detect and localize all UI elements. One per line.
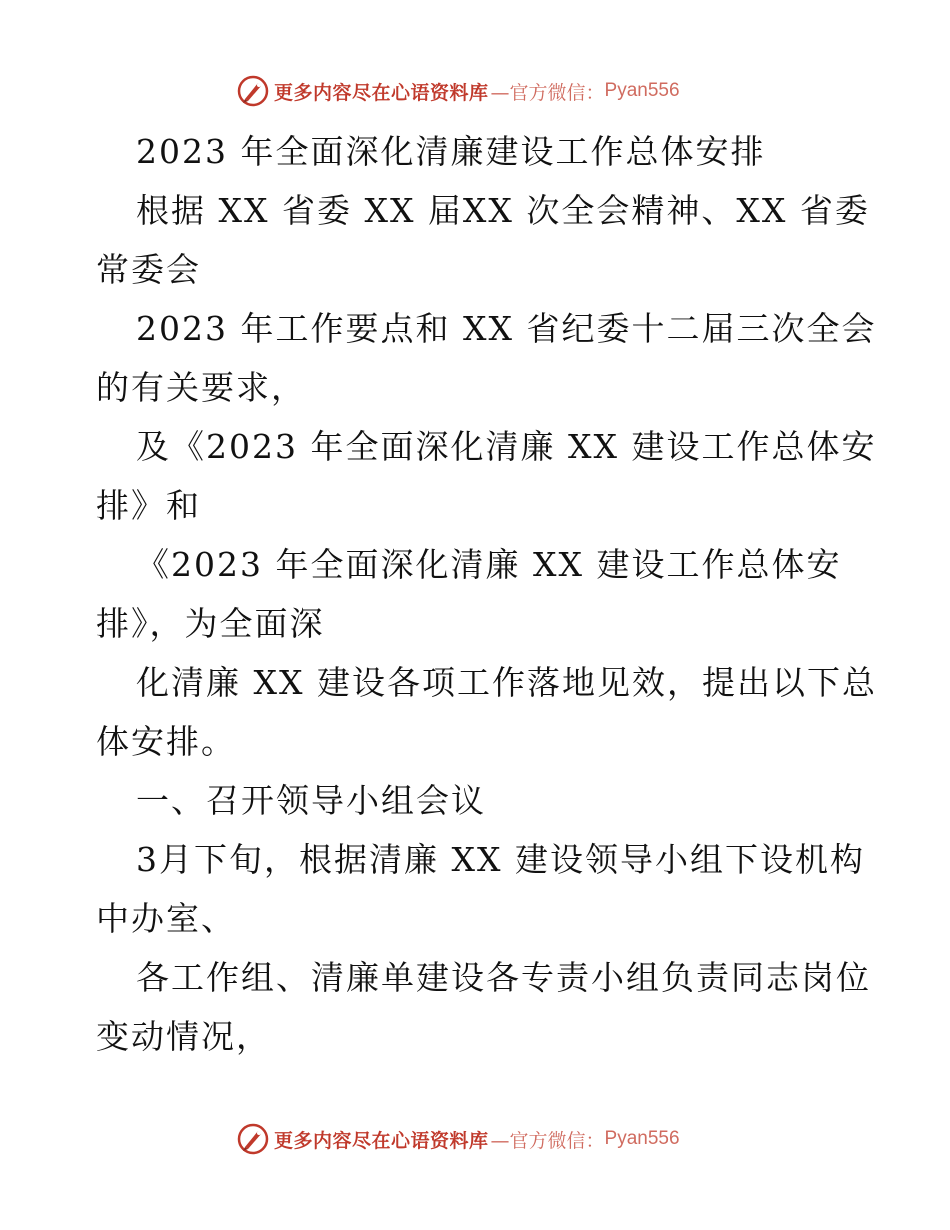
paragraph-line: 化清廉 XX 建设各项工作落地见效，提出以下总 — [136, 663, 877, 702]
banner-sub-text: —官方微信： — [490, 81, 605, 104]
banner-main-text: 更多内容尽在心语资料库 — [274, 1129, 489, 1152]
footer-banner — [236, 1121, 756, 1157]
paragraph-line: 排》，为全面深 — [96, 604, 325, 643]
paragraph-line: 3月下旬，根据清廉 XX 建设领导小组下设机构 — [136, 840, 865, 879]
paragraph-line: 各工作组、清廉单建设各专责小组负责同志岗位 — [136, 958, 871, 997]
paragraph-line: 及《2023 年全面深化清廉 XX 建设工作总体安 — [136, 427, 877, 466]
section-heading: 一、召开领导小组会议 — [136, 781, 486, 820]
paragraph-line: 《2023 年全面深化清廉 XX 建设工作总体安 — [136, 545, 842, 584]
document-title: 2023 年全面深化清廉建设工作总体安排 — [136, 132, 766, 171]
paragraph-line: 常委会 — [96, 250, 201, 289]
banner-wechat-id: Pyan556 — [604, 1128, 680, 1149]
paragraph-line: 2023 年工作要点和 XX 省纪委十二届三次全会 — [136, 309, 877, 348]
quill-pen-logo-icon — [236, 1122, 270, 1156]
quill-pen-logo-icon — [236, 74, 270, 108]
paragraph-line: 体安排。 — [96, 722, 236, 761]
header-banner — [236, 73, 756, 109]
banner-sub-text: —官方微信： — [490, 1129, 605, 1152]
banner-wechat-id: Pyan556 — [604, 80, 680, 101]
paragraph-line: 的有关要求， — [96, 368, 306, 407]
document-body — [96, 122, 877, 1066]
paragraph-line: 根据 XX 省委 XX 届XX 次全会精神、XX 省委 — [136, 191, 870, 230]
banner-main-text: 更多内容尽在心语资料库 — [274, 81, 489, 104]
paragraph-line: 排》和 — [96, 486, 201, 525]
paragraph-line: 中办室、 — [96, 899, 236, 938]
paragraph-line: 变动情况， — [96, 1017, 271, 1056]
